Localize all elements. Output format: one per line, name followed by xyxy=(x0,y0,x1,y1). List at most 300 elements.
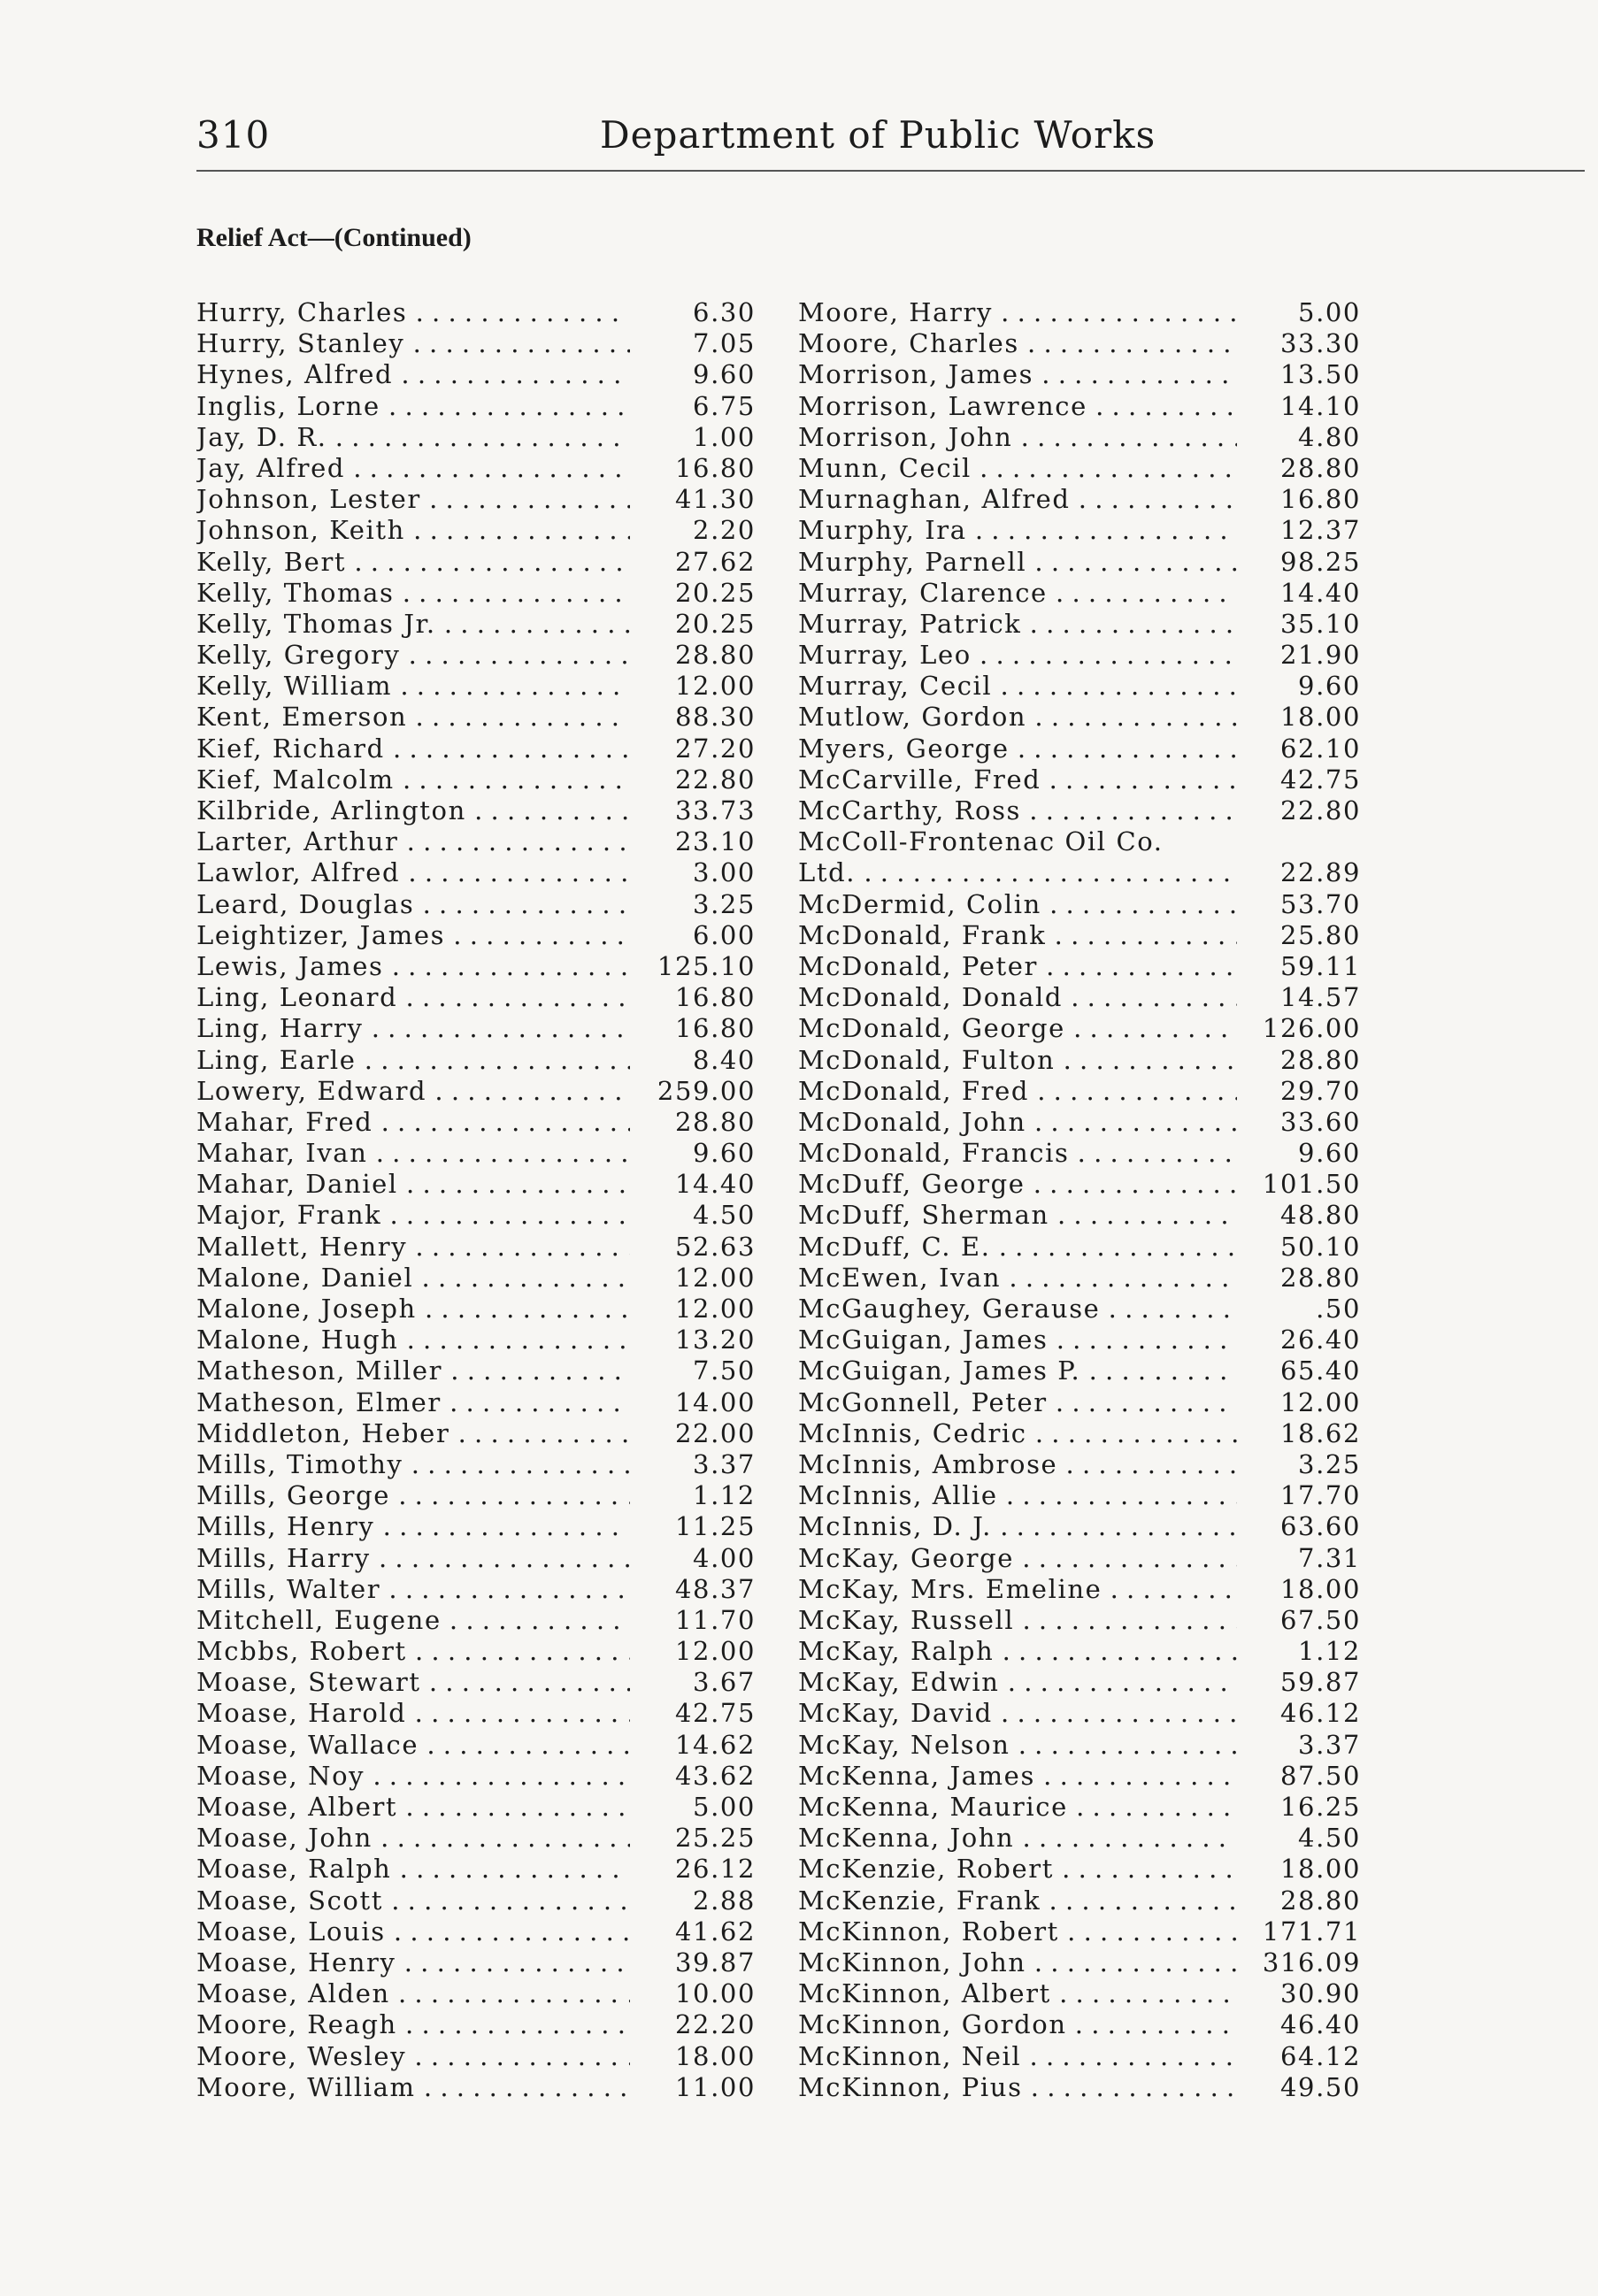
entry-amount: 33.30 xyxy=(1273,328,1361,359)
entry-name xyxy=(196,857,630,888)
entry-name-text: McDuff, George xyxy=(798,1169,1026,1200)
entry-amount: 88.30 xyxy=(668,702,756,733)
list-item xyxy=(196,764,756,795)
entry-name-text: McDermid, Colin xyxy=(798,888,1041,919)
entry-amount: 27.20 xyxy=(668,733,756,764)
list-item xyxy=(798,1325,1361,1355)
entry-name xyxy=(798,1076,1237,1107)
list-item xyxy=(798,328,1361,359)
list-item xyxy=(196,1013,756,1044)
entry-name xyxy=(798,702,1237,733)
list-item xyxy=(196,920,756,951)
entry-name xyxy=(798,1978,1237,2009)
entry-name xyxy=(798,671,1237,702)
entry-name xyxy=(798,578,1237,609)
entry-name xyxy=(798,1325,1237,1355)
list-item xyxy=(196,1045,756,1076)
entry-name xyxy=(196,1294,630,1325)
entry-name-text: Mills, Walter xyxy=(196,1573,381,1604)
entry-name xyxy=(798,982,1237,1013)
list-item xyxy=(798,1045,1361,1076)
entry-amount: 67.50 xyxy=(1273,1605,1361,1636)
entry-amount: 18.00 xyxy=(668,2041,756,2072)
list-item xyxy=(196,1667,756,1698)
list-item xyxy=(798,1574,1361,1605)
entry-name-text: McKay, Mrs. Emeline xyxy=(798,1573,1102,1604)
entry-name-text: Johnson, Keith xyxy=(196,515,405,546)
entry-name-text: Mills, Timothy xyxy=(196,1448,403,1479)
list-item xyxy=(798,1543,1361,1574)
entry-amount: 20.25 xyxy=(668,609,756,640)
list-item xyxy=(196,1107,756,1138)
list-item xyxy=(196,889,756,920)
list-item xyxy=(196,1916,756,1947)
entry-name xyxy=(798,1730,1237,1761)
entry-name xyxy=(196,1263,630,1294)
list-item xyxy=(196,1418,756,1449)
entry-name xyxy=(196,1480,630,1511)
entry-amount: 30.90 xyxy=(1273,1978,1361,2009)
entry-name xyxy=(196,2041,630,2072)
entry-amount: 98.25 xyxy=(1273,547,1361,578)
list-item xyxy=(196,982,756,1013)
entry-name-text: Ltd. xyxy=(798,857,857,888)
entry-name-text: Murray, Cecil xyxy=(798,671,993,702)
entry-name xyxy=(798,2072,1237,2103)
entry-amount: 25.80 xyxy=(1273,920,1361,951)
list-item xyxy=(196,297,756,328)
list-item xyxy=(196,1200,756,1231)
entry-name-text: McEwen, Ivan xyxy=(798,1262,1002,1293)
entry-name-text: McDuff, C. E. xyxy=(798,1231,991,1262)
entry-name xyxy=(196,1107,630,1138)
entry-name-text: McKinnon, Pius xyxy=(798,2071,1023,2102)
entry-name-text: McKenna, James xyxy=(798,1760,1035,1791)
entry-name xyxy=(196,733,630,764)
list-item xyxy=(196,1854,756,1885)
entry-amount: 6.30 xyxy=(686,297,756,328)
entry-name xyxy=(798,1543,1237,1574)
entry-amount: 48.80 xyxy=(1273,1200,1361,1231)
entry-name xyxy=(196,1045,630,1076)
entry-amount: 11.00 xyxy=(668,2072,756,2103)
entry-name-text: McKenzie, Frank xyxy=(798,1885,1041,1916)
entry-name-text: Kelly, Bert xyxy=(196,546,347,577)
entry-name-text: Leightizer, James xyxy=(196,919,446,950)
entry-amount: 52.63 xyxy=(668,1232,756,1263)
entry-name xyxy=(798,1232,1237,1263)
entry-name-text: Morrison, Lawrence xyxy=(798,390,1087,421)
entry-name xyxy=(196,1792,630,1823)
entry-name xyxy=(798,1169,1237,1200)
entry-name-text: McKenna, Maurice xyxy=(798,1792,1068,1822)
entry-name xyxy=(798,547,1237,578)
entry-amount: 7.31 xyxy=(1291,1543,1361,1574)
list-item xyxy=(798,2041,1361,2072)
entry-name-text: Hurry, Stanley xyxy=(196,328,405,359)
entry-name-text: Murnaghan, Alfred xyxy=(798,484,1071,515)
entry-name-text: Mutlow, Gordon xyxy=(798,702,1027,733)
header-rule xyxy=(196,170,1585,172)
entry-name-text: Mitchell, Eugene xyxy=(196,1604,442,1635)
entry-amount: 8.40 xyxy=(686,1045,756,1076)
entry-name xyxy=(196,1232,630,1263)
entry-amount: 46.12 xyxy=(1273,1698,1361,1729)
entry-name-text: Moase, Albert xyxy=(196,1792,398,1822)
entry-name xyxy=(196,764,630,795)
entry-name xyxy=(798,1916,1237,1947)
entry-amount: 12.00 xyxy=(668,1636,756,1667)
page-number: 310 xyxy=(196,113,271,157)
entry-amount: .50 xyxy=(1309,1294,1361,1325)
entry-name xyxy=(798,1294,1237,1325)
entry-name xyxy=(196,920,630,951)
entry-amount: 12.37 xyxy=(1273,515,1361,546)
entry-name xyxy=(798,1574,1237,1605)
entry-name-text: McDonald, Fred xyxy=(798,1075,1029,1106)
entry-name-text: Middleton, Heber xyxy=(196,1417,450,1448)
entry-name-text: Major, Frank xyxy=(196,1200,382,1231)
entry-name xyxy=(196,951,630,982)
entry-name xyxy=(196,484,630,515)
entry-name xyxy=(798,1947,1237,1978)
entry-name-text: McGuigan, James xyxy=(798,1325,1049,1355)
entry-amount: 11.70 xyxy=(668,1605,756,1636)
entry-name-text: McDonald, Frank xyxy=(798,919,1047,950)
entry-name xyxy=(196,1138,630,1169)
entry-name-text: McKinnon, John xyxy=(798,1947,1026,1977)
entry-name xyxy=(196,1916,630,1947)
entry-name-text: McKay, George xyxy=(798,1542,1015,1573)
entry-name xyxy=(196,1355,630,1386)
list-item xyxy=(798,1885,1361,1916)
entry-name xyxy=(196,1418,630,1449)
list-item xyxy=(196,826,756,857)
entry-name-text: McDonald, Peter xyxy=(798,950,1038,981)
list-item xyxy=(798,1916,1361,1947)
entry-amount: 16.80 xyxy=(668,982,756,1013)
entry-name xyxy=(798,484,1237,515)
entry-amount: 20.25 xyxy=(668,578,756,609)
entry-name xyxy=(798,1418,1237,1449)
entry-amount: 18.62 xyxy=(1273,1418,1361,1449)
entry-name-text: McCarthy, Ross xyxy=(798,795,1022,825)
entry-amount: 12.00 xyxy=(668,671,756,702)
list-item xyxy=(798,951,1361,982)
list-item xyxy=(196,733,756,764)
entry-name xyxy=(798,422,1237,453)
entry-name-text: McDonald, George xyxy=(798,1013,1065,1044)
entry-amount: 4.00 xyxy=(686,1543,756,1574)
entry-name-text: Morrison, James xyxy=(798,359,1034,390)
list-item xyxy=(798,1792,1361,1823)
entry-amount: 29.70 xyxy=(1273,1076,1361,1107)
list-item xyxy=(798,920,1361,951)
entry-name-text: McInnis, Cedric xyxy=(798,1417,1027,1448)
list-item xyxy=(196,391,756,422)
entry-name xyxy=(196,982,630,1013)
list-item xyxy=(196,1138,756,1169)
entry-name xyxy=(196,1200,630,1231)
entry-name-text: Kelly, William xyxy=(196,671,393,702)
entry-name-text: Mcbbs, Robert xyxy=(196,1636,407,1667)
entry-amount: 6.75 xyxy=(686,391,756,422)
entry-amount: 9.60 xyxy=(1291,1138,1361,1169)
entry-name xyxy=(798,1045,1237,1076)
entry-name-text: Mills, Harry xyxy=(196,1542,371,1573)
entry-name-text: Hynes, Alfred xyxy=(196,359,394,390)
entry-name-text: McColl-Frontenac Oil Co. xyxy=(798,826,1164,857)
list-item xyxy=(798,1947,1361,1978)
entry-name xyxy=(798,857,1237,888)
entry-name xyxy=(798,2009,1237,2040)
entry-name-text: Ling, Harry xyxy=(196,1013,364,1044)
list-item xyxy=(196,1169,756,1200)
entry-amount: 33.73 xyxy=(668,795,756,826)
list-item xyxy=(196,1823,756,1854)
entry-amount: 125.10 xyxy=(650,951,756,982)
entry-name-text: Kilbride, Arlington xyxy=(196,795,466,825)
entry-name-text: McKinnon, Neil xyxy=(798,2040,1022,2071)
entry-name-text: Moase, Scott xyxy=(196,1885,383,1916)
entry-name-text: Jay, D. R. xyxy=(196,421,327,452)
list-item xyxy=(196,1232,756,1263)
entry-name-text: Moase, Louis xyxy=(196,1916,386,1947)
entry-amount: 50.10 xyxy=(1273,1232,1361,1263)
entry-name xyxy=(798,1885,1237,1916)
entry-name xyxy=(196,578,630,609)
entry-name-text: Munn, Cecil xyxy=(798,452,972,483)
entry-amount: 46.40 xyxy=(1273,2009,1361,2040)
entry-amount: 14.10 xyxy=(1273,391,1361,422)
entry-name-text: McInnis, D. J. xyxy=(798,1511,992,1542)
list-item xyxy=(798,1418,1361,1449)
entry-amount: 3.25 xyxy=(686,889,756,920)
entry-name-text: Moase, Ralph xyxy=(196,1854,392,1885)
entry-name xyxy=(196,1698,630,1729)
entry-amount: 28.80 xyxy=(1273,1263,1361,1294)
entry-name-text: Kief, Richard xyxy=(196,733,385,764)
entry-name xyxy=(798,951,1237,982)
list-item xyxy=(798,1387,1361,1418)
list-item xyxy=(196,1449,756,1480)
entry-amount: 59.11 xyxy=(1273,951,1361,982)
entry-amount: 3.67 xyxy=(686,1667,756,1698)
list-item xyxy=(798,1667,1361,1698)
entry-amount: 14.40 xyxy=(668,1169,756,1200)
entry-name-text: McKinnon, Albert xyxy=(798,1978,1051,2009)
entry-name xyxy=(196,1325,630,1355)
entry-amount: 16.25 xyxy=(1273,1792,1361,1823)
list-item xyxy=(798,1636,1361,1667)
entry-name xyxy=(798,733,1237,764)
list-item xyxy=(196,547,756,578)
entry-name xyxy=(196,328,630,359)
entry-amount: 14.57 xyxy=(1273,982,1361,1013)
entry-name xyxy=(196,1823,630,1854)
entry-amount: 18.00 xyxy=(1273,1854,1361,1885)
entry-amount: 33.60 xyxy=(1273,1107,1361,1138)
entry-name-text: Lewis, James xyxy=(196,950,384,981)
entry-amount: 2.88 xyxy=(686,1885,756,1916)
entry-name xyxy=(798,1698,1237,1729)
entry-name xyxy=(196,1387,630,1418)
list-item xyxy=(798,671,1361,702)
entry-name-text: Lowery, Edward xyxy=(196,1075,427,1106)
entry-amount: 9.60 xyxy=(686,1138,756,1169)
entry-name-text: Malone, Joseph xyxy=(196,1294,417,1324)
entry-name-text: Murray, Clarence xyxy=(798,577,1048,608)
entry-name xyxy=(196,640,630,671)
list-item xyxy=(196,515,756,546)
entry-amount: 16.80 xyxy=(1273,484,1361,515)
entry-name-text: Murray, Patrick xyxy=(798,608,1022,639)
entry-name-text: Moore, Harry xyxy=(798,297,993,327)
entry-name xyxy=(798,1107,1237,1138)
entry-amount: 25.25 xyxy=(668,1823,756,1854)
list-item xyxy=(196,359,756,390)
list-item xyxy=(196,484,756,515)
entry-amount: 14.40 xyxy=(1273,578,1361,609)
entry-amount: 49.50 xyxy=(1273,2072,1361,2103)
entry-name-text: Matheson, Elmer xyxy=(196,1386,442,1417)
list-item xyxy=(798,609,1361,640)
entry-name xyxy=(196,1978,630,2009)
entry-amount: 4.80 xyxy=(1291,422,1361,453)
entry-amount: 16.80 xyxy=(668,1013,756,1044)
list-item xyxy=(196,2072,756,2103)
entry-name-text: McDonald, Fulton xyxy=(798,1044,1056,1075)
entry-amount: 28.80 xyxy=(1273,1045,1361,1076)
entry-name-text: Moore, Wesley xyxy=(196,2040,407,2071)
list-item xyxy=(798,733,1361,764)
entry-amount: 28.80 xyxy=(668,1107,756,1138)
entry-name xyxy=(196,1854,630,1885)
list-item xyxy=(798,1823,1361,1854)
list-item xyxy=(798,2009,1361,2040)
entry-name-text: McKinnon, Robert xyxy=(798,1916,1059,1947)
entry-name-text: McInnis, Ambrose xyxy=(798,1448,1058,1479)
list-item xyxy=(798,1511,1361,1542)
entry-name-text: Myers, George xyxy=(798,733,1010,764)
entry-amount: 3.37 xyxy=(1291,1730,1361,1761)
entry-amount: 18.00 xyxy=(1273,1574,1361,1605)
list-item xyxy=(196,1978,756,2009)
entry-name xyxy=(798,359,1237,390)
entry-name xyxy=(196,889,630,920)
entry-name xyxy=(196,1761,630,1792)
entry-amount: 10.00 xyxy=(668,1978,756,2009)
entry-name-text: McGaughey, Gerause xyxy=(798,1294,1101,1324)
entry-amount: 2.20 xyxy=(686,515,756,546)
entry-name xyxy=(798,1263,1237,1294)
list-item xyxy=(798,640,1361,671)
entry-name xyxy=(798,609,1237,640)
entry-name xyxy=(196,1511,630,1542)
entry-amount: 22.80 xyxy=(668,764,756,795)
entry-amount: 9.60 xyxy=(686,359,756,390)
entry-name xyxy=(798,1636,1237,1667)
list-item xyxy=(196,1698,756,1729)
entry-amount: 11.25 xyxy=(668,1511,756,1542)
entry-amount: 21.90 xyxy=(1273,640,1361,671)
entry-name-text: Ling, Leonard xyxy=(196,982,398,1013)
entry-name xyxy=(798,795,1237,826)
entry-amount: 7.50 xyxy=(686,1355,756,1386)
entry-name xyxy=(196,1013,630,1044)
list-item xyxy=(196,1605,756,1636)
entry-amount: 7.05 xyxy=(686,328,756,359)
list-item xyxy=(798,422,1361,453)
entry-name-text: Mallett, Henry xyxy=(196,1231,408,1262)
entry-name xyxy=(798,764,1237,795)
list-item xyxy=(798,578,1361,609)
entry-name xyxy=(798,1823,1237,1854)
list-item xyxy=(798,1761,1361,1792)
entry-amount: 3.37 xyxy=(686,1449,756,1480)
list-item xyxy=(196,1294,756,1325)
list-item xyxy=(196,2041,756,2072)
entry-name-text: McDonald, Donald xyxy=(798,982,1064,1013)
entry-name xyxy=(798,2041,1237,2072)
list-item xyxy=(798,795,1361,826)
entry-name-text: McKinnon, Gordon xyxy=(798,2009,1067,2040)
entry-name-text: Moase, Wallace xyxy=(196,1729,419,1760)
entry-amount: 259.00 xyxy=(650,1076,756,1107)
page-header xyxy=(196,113,1584,163)
entry-amount: 59.87 xyxy=(1273,1667,1361,1698)
entry-name xyxy=(196,609,630,640)
entry-name-text: McKay, Russell xyxy=(798,1604,1015,1635)
list-item xyxy=(798,1232,1361,1263)
list-item xyxy=(798,547,1361,578)
entry-name-text: Moase, Stewart xyxy=(196,1667,421,1698)
entry-amount: 28.80 xyxy=(668,640,756,671)
list-item xyxy=(196,1885,756,1916)
entry-name-text: Murray, Leo xyxy=(798,640,972,671)
entry-amount: 26.12 xyxy=(668,1854,756,1885)
entry-name-text: Mahar, Ivan xyxy=(196,1138,368,1169)
entry-amount: 27.62 xyxy=(668,547,756,578)
entry-name xyxy=(798,1200,1237,1231)
entry-name xyxy=(196,1543,630,1574)
list-item xyxy=(196,1511,756,1542)
entry-amount: 62.10 xyxy=(1273,733,1361,764)
list-item xyxy=(798,1013,1361,1044)
entry-amount: 13.20 xyxy=(668,1325,756,1355)
list-item xyxy=(798,1730,1361,1761)
list-item xyxy=(798,359,1361,390)
entry-name-text: Kelly, Thomas xyxy=(196,577,395,608)
list-item xyxy=(798,1854,1361,1885)
list-item xyxy=(798,857,1361,888)
entry-name xyxy=(798,1138,1237,1169)
entry-amount: 101.50 xyxy=(1256,1169,1361,1200)
list-item xyxy=(196,671,756,702)
list-item xyxy=(196,640,756,671)
entry-name xyxy=(196,671,630,702)
entry-name-text: McDuff, Sherman xyxy=(798,1200,1049,1231)
entry-amount: 28.80 xyxy=(1273,1885,1361,1916)
entry-amount: 87.50 xyxy=(1273,1761,1361,1792)
entry-amount: 39.87 xyxy=(668,1947,756,1978)
entry-name xyxy=(798,920,1237,951)
entry-name-text: Mahar, Fred xyxy=(196,1106,373,1137)
list-item xyxy=(196,702,756,733)
entry-name-text: McInnis, Allie xyxy=(798,1480,998,1511)
entry-amount: 43.62 xyxy=(668,1761,756,1792)
list-item xyxy=(196,453,756,484)
